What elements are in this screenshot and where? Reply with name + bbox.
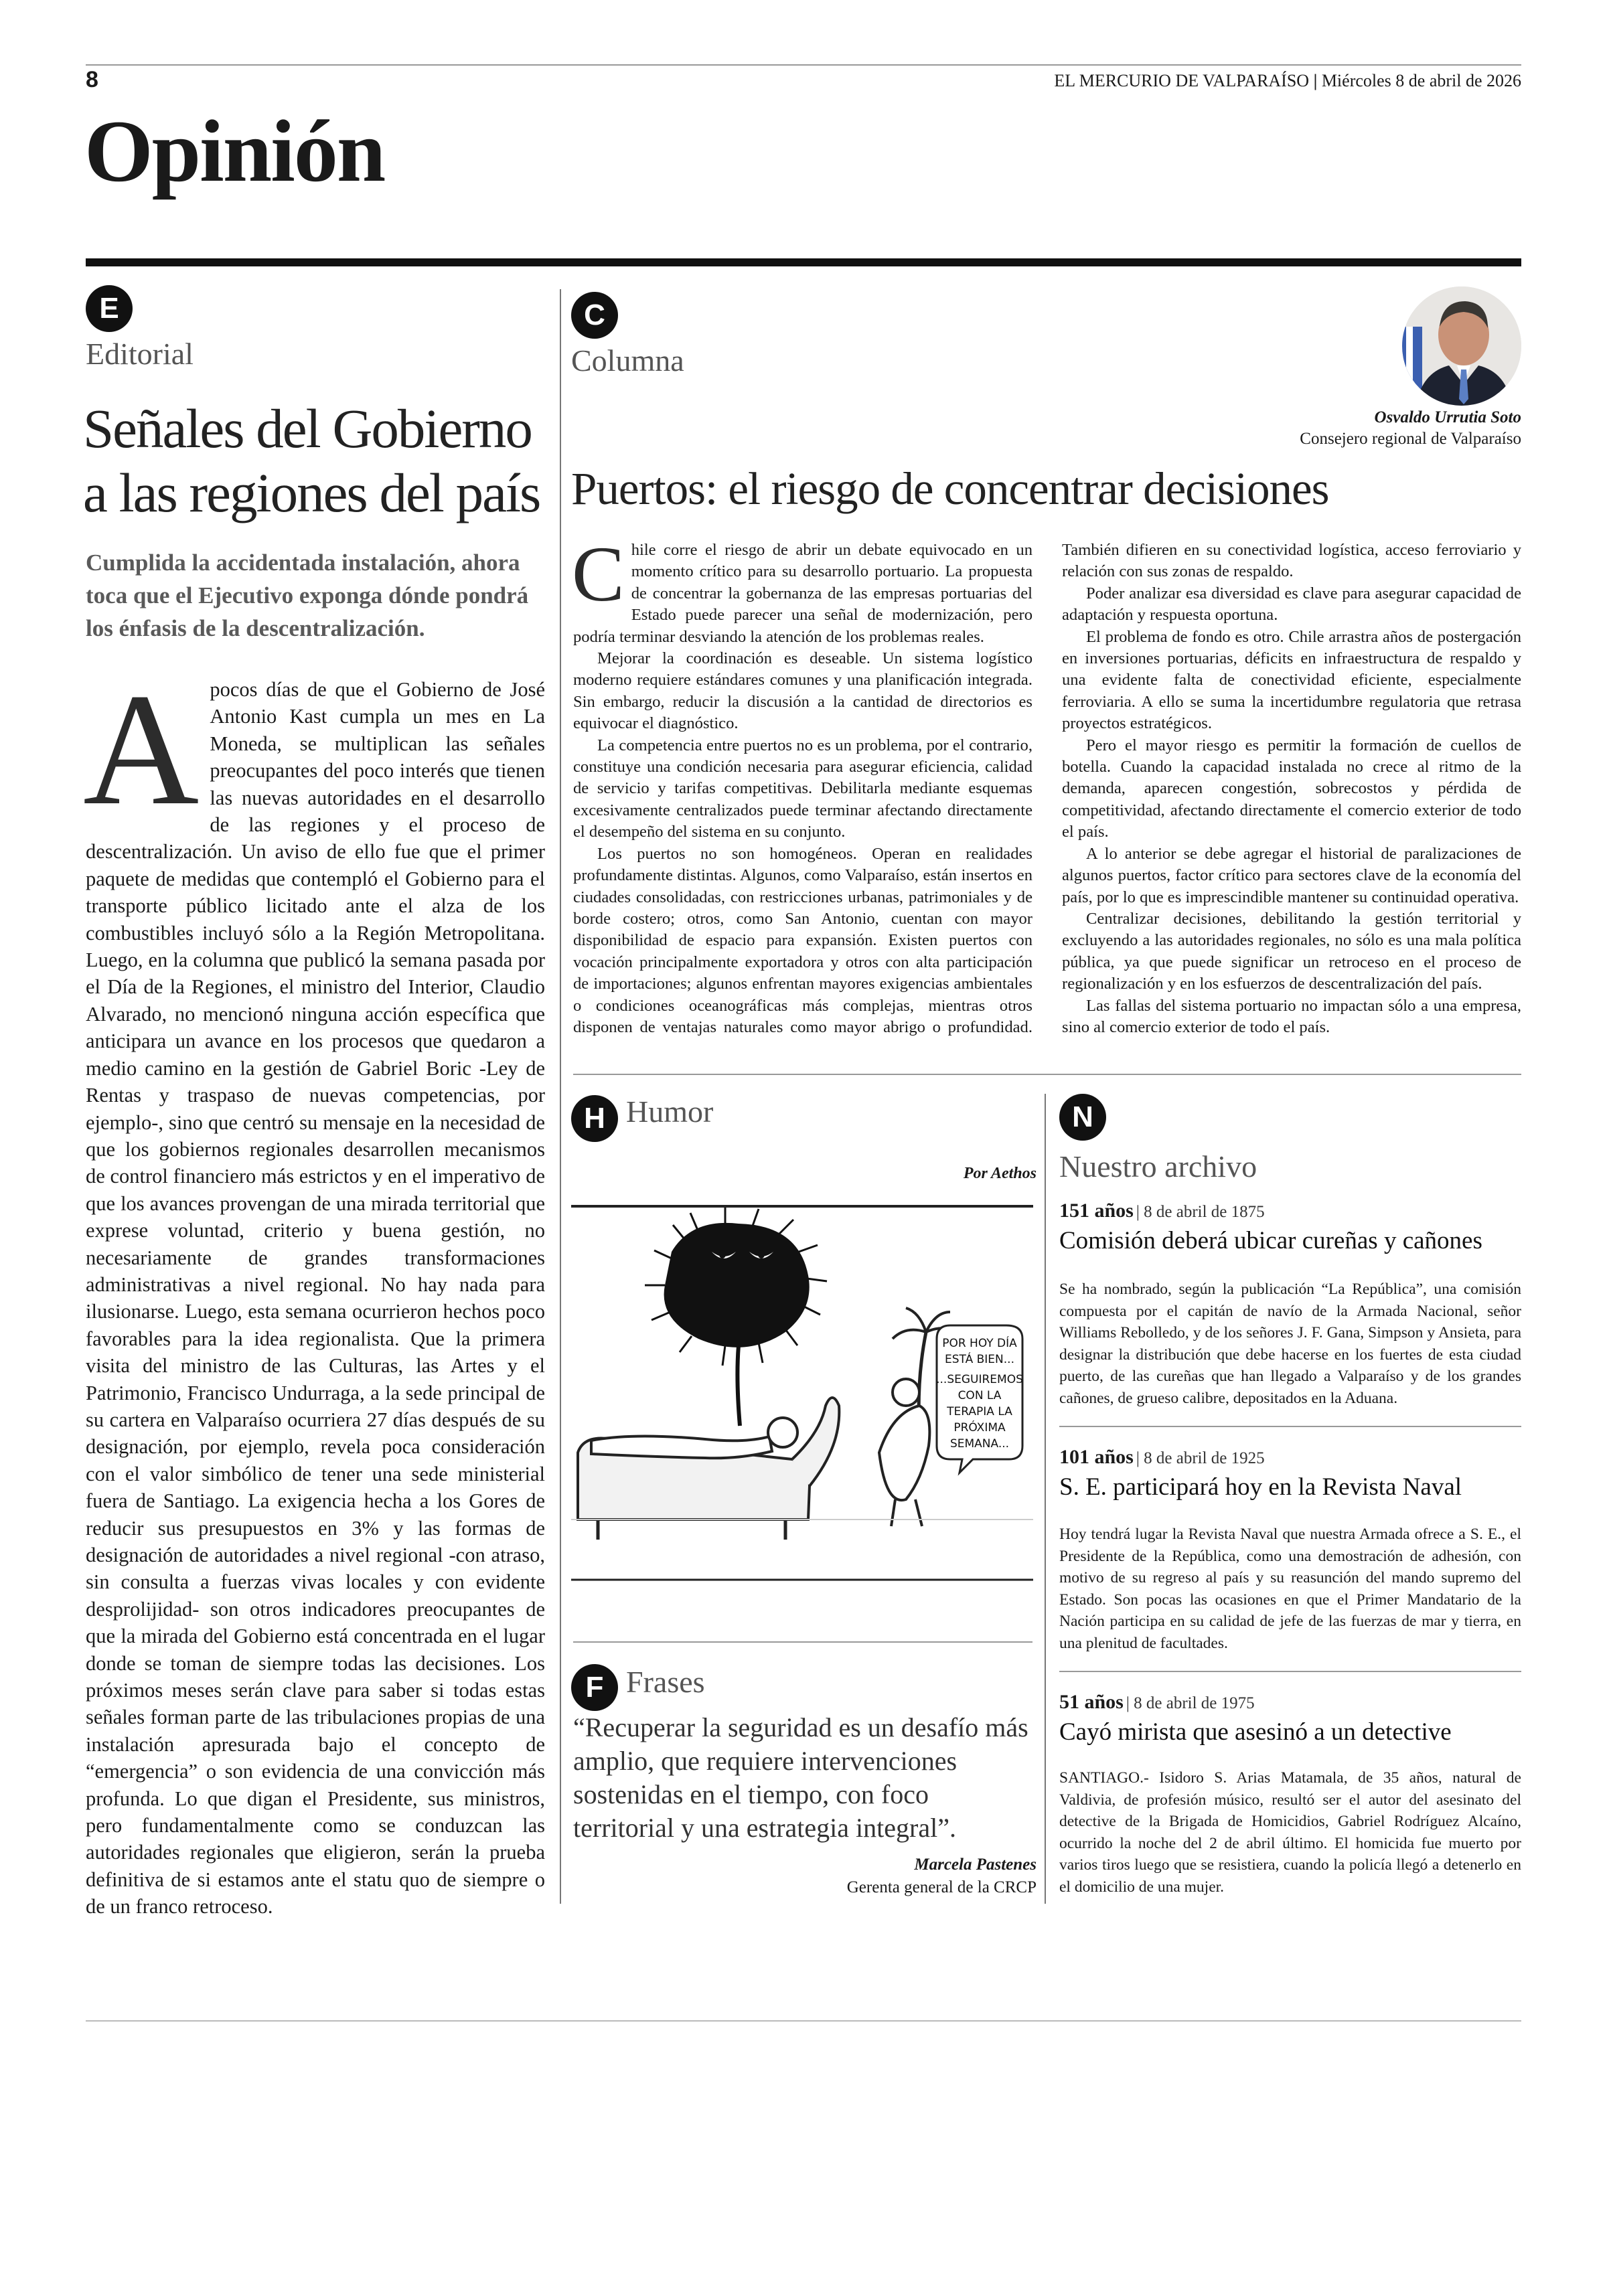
column-badge: C	[571, 292, 618, 339]
editorial-text: pocos días de que el Gobierno de José Antonio Kast cumpla un mes en La Moneda, se multiplican las señales preocupantes del poco interés que tienen las nuevas autoridades en el desarrollo de las regiones y el proceso de descentralización. Un aviso de ello fue que el primer paquete de medidas que contempló el Gobierno para el transporte público licitado ante el alza de los combustibles incluyó sólo a la Región Metropolitana. Luego, en la columna que publicó la semana pasada por el Día de la Regiones, el ministro del Interior, Claudio Alvarado, no mencionó ninguna acción específica que anticipara un avance en los procesos que quedaron a medio camino en la gestión de Gabriel Boric -Ley de Rentas y traspaso de nuevas competencias, por ejemplo-, sino que centró su mensaje en la necesidad de que los gobiernos regionales desarrollen mecanismos de control financiero más estrictos y en el imperativo de que los avances provengan de una mirada territorial que exprese voluntad, criterio y buena gestión, no necesariamente de grandes transformaciones administrativas a nivel regional. No hay nada para ilusionarse. Luego, esta semana ocurrieron hechos poco favorables para la idea regionalista. Que la primera visita del ministro de las Culturas, las Artes y el Patrimonio, Francisco Undurraga, a la sede principal de su cartera en Valparaíso ocurriera 27 días después de su designación, por ejemplo, revela poca consideración con el valor simbólico de tener una sede ministerial fuera de Santiago. La exigencia hecha a los Gores de reducir sus presupuestos en 3% y las formas de designación de autoridades a nivel regional -con atraso, sin consulta a fuerzas vivas locales y con evidente desprolijidad- son otros indicadores preocupantes de que la mirada del Gobierno está concentrada en el lugar donde se toman de siempre todas las decisiones. Los próximos meses serán clave para saber si todas estas señales forman parte de las tribulaciones propias de una instalación apresurada bajo el concepto de “emergencia” o son evidencia de una convicción más profunda. Lo que digan el Presidente, sus ministros, pero fundamentalmente como se conduzcan las autoridades regionales que eligieron, serán la prueba definitiva de si estamos ante el statu quo de siempre o de un franco retroceso.	[86, 678, 545, 1918]
column-author: Osvaldo Urrutia Soto	[1374, 408, 1521, 426]
archive-item-title: Comisión deberá ubicar cureñas y cañones	[1059, 1227, 1482, 1254]
archive-item-text: Se ha nombrado, según la publicación “La República”, una comisión compuesta por el capitán de navío de la Armada Nacional, señor Williams Rebolledo, y de los señores J. F. Gana, Simpson y Ansieta, para designar la distribución que debe hacerse en los fuertes de esta ciudad puerto, de las cureñas que han llegado a Valparaíso y de los grandes cañones, de grueso calibre, depositados en la Aduana.	[1059, 1281, 1521, 1407]
speech-line: PRÓXIMA	[953, 1421, 1006, 1434]
humor-bottom-rule	[573, 1641, 1032, 1643]
archive-item-head: 51 años | 8 de abril de 1975	[1059, 1691, 1255, 1713]
column-divider-1	[560, 289, 561, 1904]
frases-role: Gerenta general de la CRCP	[846, 1878, 1037, 1896]
archive-years: 51 años	[1059, 1691, 1124, 1713]
archive-item-head: 101 años | 8 de abril de 1925	[1059, 1446, 1265, 1468]
editorial-deck: Cumplida la accidentada instalación, ahora toca que el Ejecutivo exponga dónde pondrá los énfasis de la descentralización.	[86, 550, 529, 641]
frases-badge: F	[571, 1664, 618, 1711]
frases-label: Frases	[626, 1665, 705, 1699]
column-paragraph: Mejorar la coordinación es deseable. Un sistema logístico moderno requiere estándares comunes y una planificación integrada. Sin embargo, reducir la discusión a la cantidad de directorios es equivocar el diagnóstico.	[573, 649, 1032, 733]
archive-item-text: Hoy tendrá lugar la Revista Naval que nuestra Armada ofrece a S. E., el Presidente de la República, como una demostración de adhesión, con motivo de su regreso al país y su reasunción del mando supremo del Estado. Son pocas las ocasiones en que el Primer Mandatario de la Nación participa en su calidad de jefe de las fuerzas de mar y tierra, en una plenitud de facultades.	[1059, 1526, 1521, 1652]
archive-badge: N	[1059, 1094, 1106, 1141]
archive-item-head: 151 años | 8 de abril de 1875	[1059, 1200, 1265, 1222]
archive-years: 101 años	[1059, 1446, 1134, 1468]
author-photo	[1402, 286, 1521, 406]
publication-dateline: EL MERCURIO DE VALPARAÍSO | Miércoles 8 de abril de 2026	[1054, 71, 1521, 90]
page-number: 8	[86, 67, 98, 92]
editorial-body	[83, 660, 545, 1920]
archive-date: 8 de abril de 1875	[1144, 1203, 1265, 1221]
column-paragraph: Las fallas del sistema portuario no impactan sólo a una empresa, sino al comercio exterior de todo el país.	[1062, 996, 1521, 1036]
patient	[591, 1436, 772, 1458]
archive-date: 8 de abril de 1975	[1134, 1694, 1255, 1712]
column-paragraph: Centralizar decisiones, debilitando la gestión territorial y excluyendo a las autoridades regionales, no sólo es una mala política pública, ya que puede significar un retroceso en el proceso de regionalización y en los esfuerzos de descentralización del país.	[1062, 909, 1521, 993]
column-paragraph: Chile corre el riesgo de abrir un debate equivocado en un momento crítico para su desarrollo portuario. La propuesta de concentrar la gobernanza de las empresas portuarias del Estado puede parecer una señal de modernización, pero podría terminar desviando la atención de los problemas reales.	[572, 530, 1032, 646]
speech-line: TERAPIA LA	[947, 1405, 1012, 1418]
shadow-monster	[664, 1223, 810, 1347]
speech-line: ESTÁ BIEN...	[945, 1353, 1014, 1366]
speech-line: CON LA	[958, 1389, 1002, 1402]
speech-line: SEMANA...	[949, 1437, 1010, 1451]
column-paragraph: Los puertos no son homogéneos. Operan en realidades profundamente distintas. Algunos, como Valparaíso, están insertos en ciudades consolidadas, con restricciones urbanas, patrimoniales y de borde costero; otros, como San Antonio, cuentan con mayor disponibilidad de espacio para expansión. Existen puertos con vocación principalmente exportadora y otros con alta participación de importaciones; algunos enfrentan mayores exigencias ambientales o condiciones oceanográficas más complejas, mientras otros disponen de ventajas naturales como mayor abrigo o profundidad. También difieren en su conectividad logística, acceso ferroviario y relación con sus zonas de respaldo.	[573, 541, 1521, 1036]
column-body	[572, 530, 1521, 1055]
humor-badge: H	[571, 1095, 618, 1142]
column-bottom-rule	[573, 1074, 1521, 1075]
column-paragraph: La competencia entre puertos no es un problema, por el contrario, constituye una condición necesaria para asegurar eficiencia, calidad de servicio y tarifas competitivas. Debilitarla mediante esquemas excesivamente centralizados puede terminar afectando directamente el desempeño del sistema en su conjunto.	[573, 736, 1032, 841]
editorial-label: Editorial	[86, 337, 194, 371]
column-label: Columna	[571, 343, 684, 378]
archive-date: 8 de abril de 1925	[1144, 1449, 1265, 1467]
column-paragraph: El problema de fondo es otro. Chile arrastra años de postergación en inversiones portuarias, déficits en infraestructura de respaldo y una evidente falta de conectividad eficiente, especialmente ferroviaria. A ello se suma la incertidumbre regulatoria que retrasa proyectos estratégicos.	[1062, 627, 1521, 733]
cartoon	[571, 1205, 1033, 1600]
humor-label: Humor	[626, 1094, 714, 1129]
column-title: Puertos: el riesgo de concentrar decisiones	[571, 463, 1329, 514]
column-divider-2	[1045, 1094, 1046, 1904]
humor-byline: Por Aethos	[963, 1165, 1037, 1182]
column-paragraph: Pero el mayor riesgo es permitir la formación de cuellos de botella. Cuando la capacidad instalada no crece al ritmo de la demanda, aparecen congestión, sobrecostos y pérdida de competitividad, afectando directamente el comercio exterior de todo el país.	[1062, 736, 1521, 841]
cartoon-illustration	[571, 1205, 1033, 1600]
column-drop-cap: C	[572, 530, 625, 618]
author-portrait-icon	[1402, 286, 1521, 406]
archive-label: Nuestro archivo	[1059, 1149, 1257, 1183]
footer-rule	[86, 2020, 1521, 2022]
column-author-role: Consejero regional de Valparaíso	[1300, 430, 1521, 448]
therapist	[879, 1406, 929, 1500]
archive-item-title: Cayó mirista que asesinó a un detective	[1059, 1718, 1452, 1746]
frases-quote: “Recuperar la seguridad es un desafío más amplio, que requiere intervenciones sostenidas en el tiempo, con foco territorial y una estrategia integral”.	[573, 1712, 1028, 1843]
section-title: Opinión	[84, 102, 385, 200]
editorial-drop-cap: A	[83, 660, 200, 838]
speech-line: POR HOY DÍA	[942, 1337, 1017, 1350]
archive-item-title: S. E. participará hoy en la Revista Naval	[1059, 1473, 1462, 1501]
archive-item-text: SANTIAGO.- Isidoro S. Arias Matamala, de 35 años, natural de Valdivia, de profesión músico, resultó ser el autor del asesinato del detective de la Brigada de Homicidios, Gabriel Rodríguez Alcaíno, ocurrido la noche del 2 de abril último. El homicida fue muerto por varios tiros luego que se resistiera, cuando la policía llegó a detenerlo en el domicilio de una mujer.	[1059, 1769, 1521, 1896]
editorial-title-line1: Señales del Gobierno	[83, 398, 532, 459]
section-thick-rule	[86, 258, 1521, 266]
editorial-title	[83, 396, 552, 525]
editorial-title-line2: a las regiones del país	[83, 462, 540, 523]
publication-name: EL MERCURIO DE VALPARAÍSO	[1054, 71, 1310, 90]
frases-author: Marcela Pastenes	[914, 1856, 1037, 1874]
archive-divider	[1059, 1426, 1521, 1427]
speech-line: ...SEGUIREMOS	[936, 1373, 1023, 1386]
editorial-badge: E	[86, 285, 133, 332]
archive-years: 151 años	[1059, 1200, 1134, 1222]
archive-divider	[1059, 1671, 1521, 1672]
column-paragraph: Poder analizar esa diversidad es clave para asegurar capacidad de adaptación y respuesta oportuna.	[1062, 584, 1521, 625]
publication-date: Miércoles 8 de abril de 2026	[1321, 71, 1521, 90]
top-rule	[86, 64, 1521, 66]
column-paragraph: A lo anterior se debe agregar el historial de paralizaciones de algunos puertos, factor crítico para sectores clave de la economía del país, por lo que es imprescindible mantener su continuidad operativa.	[1062, 844, 1521, 906]
